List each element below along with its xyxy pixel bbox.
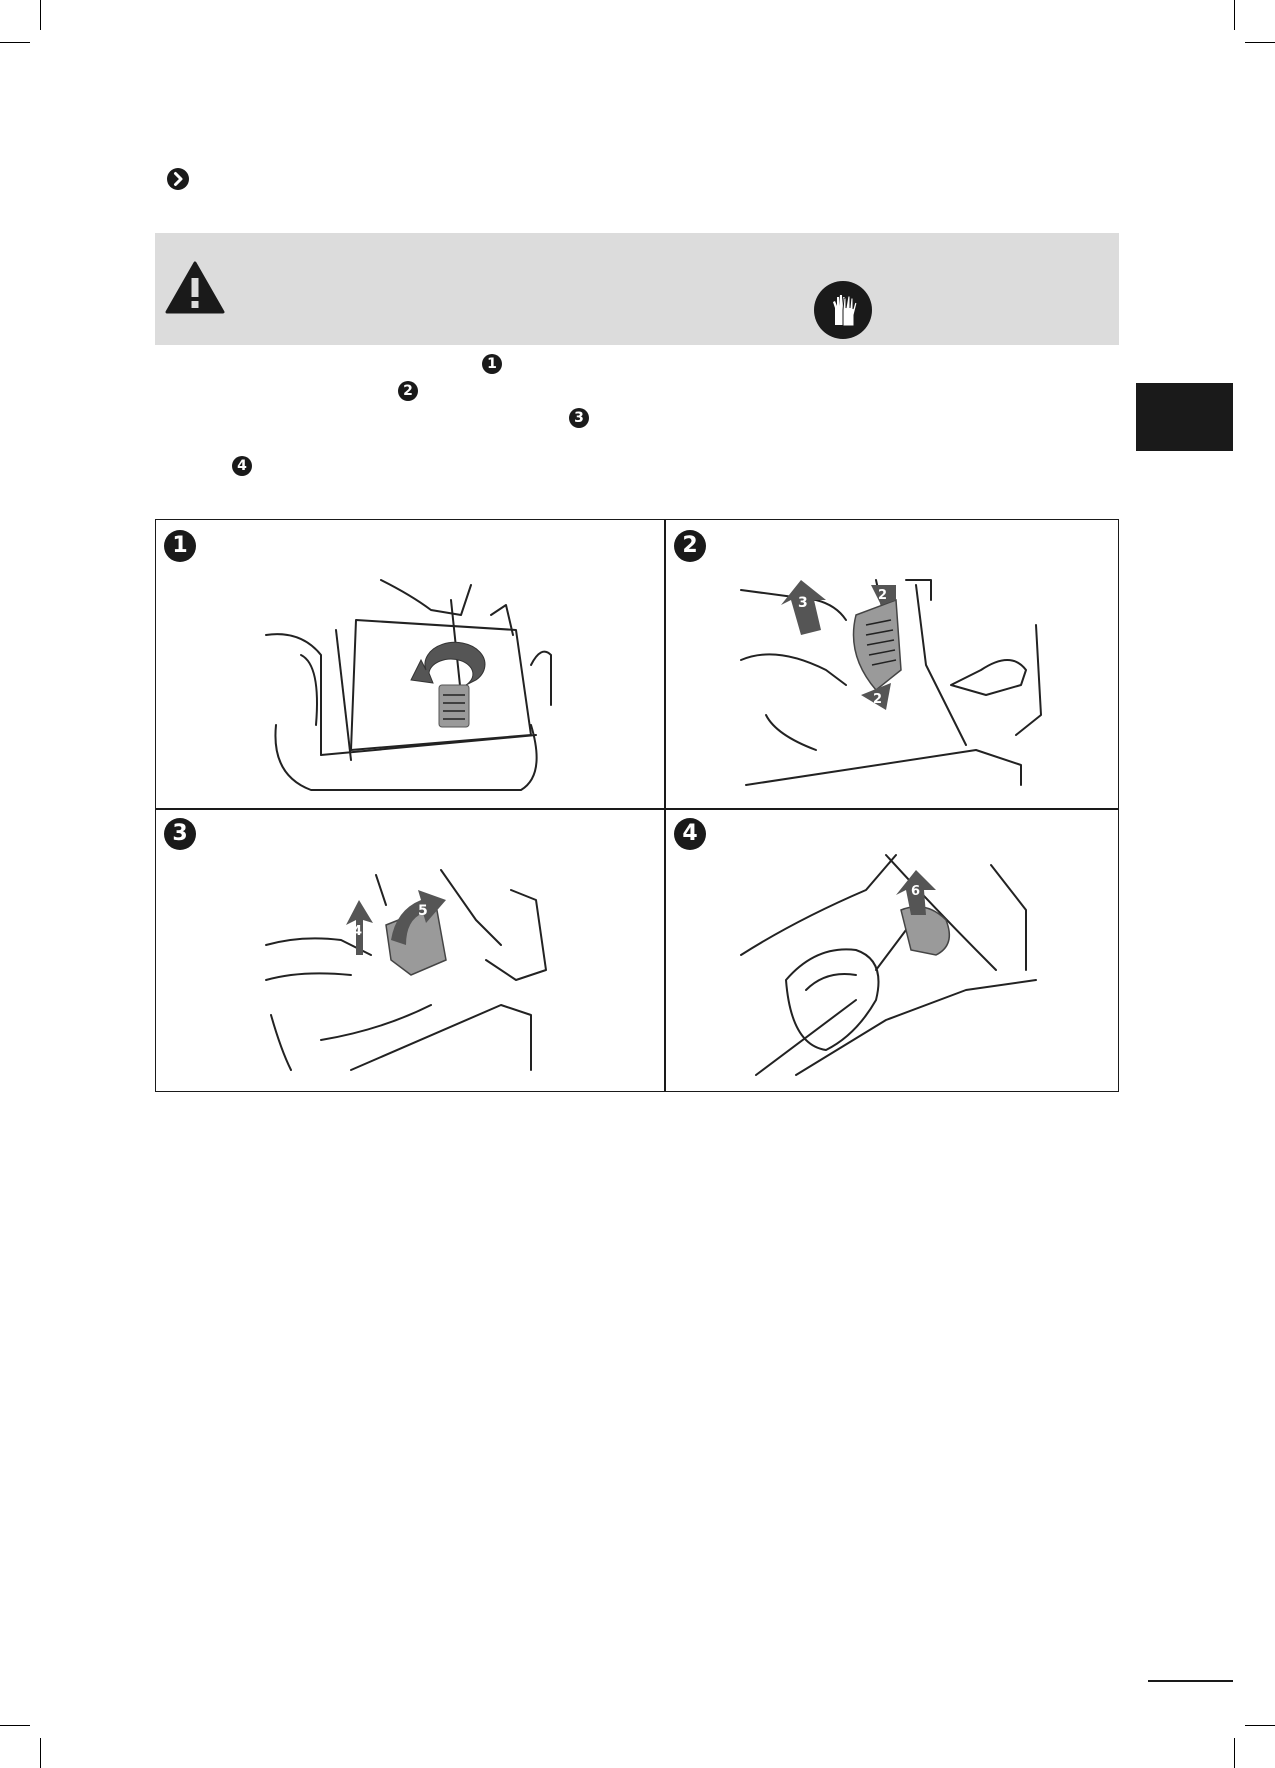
svg-text:2: 2 — [873, 692, 883, 707]
step-ref-badge-2: 2 — [398, 381, 418, 401]
crop-mark — [1234, 0, 1235, 30]
figure-badge-1: 1 — [164, 530, 196, 562]
crop-mark — [1234, 1738, 1235, 1768]
figure-badge-4: 4 — [674, 818, 706, 850]
crop-mark — [40, 1738, 41, 1768]
warning-banner — [155, 233, 1119, 345]
figure-panel-1 — [156, 520, 664, 808]
step-ref-badge-1: 1 — [482, 354, 502, 374]
step-ref-badge-3: 3 — [569, 408, 589, 428]
chapter-tab — [1136, 383, 1233, 451]
figure-panel-3 — [156, 810, 664, 1093]
crop-mark — [0, 42, 30, 43]
warning-triangle-icon — [165, 261, 225, 315]
arrow-rotate — [411, 642, 485, 685]
illustration-remove-filter — [736, 850, 1056, 1080]
svg-text:6: 6 — [911, 884, 921, 899]
figure-grid — [155, 519, 1119, 1092]
figure-badge-3: 3 — [164, 818, 196, 850]
crop-mark — [0, 1725, 30, 1726]
svg-text:5: 5 — [418, 903, 428, 919]
illustration-release-clip — [261, 865, 561, 1075]
figure-panel-4 — [666, 810, 1120, 1093]
page-footer-rule — [1148, 1680, 1233, 1682]
figure-badge-2: 2 — [674, 530, 706, 562]
figure-panel-2 — [666, 520, 1120, 808]
crop-mark — [40, 0, 41, 30]
svg-text:4: 4 — [353, 924, 363, 939]
step-ref-badge-4: 4 — [232, 456, 252, 476]
arrow-label: 1 — [461, 668, 471, 684]
illustration-robot-open-lid — [261, 575, 561, 795]
crop-mark — [1245, 1725, 1275, 1726]
svg-text:2: 2 — [878, 588, 888, 603]
svg-text:3: 3 — [798, 595, 808, 611]
chevron-right-circle-icon — [166, 167, 190, 191]
crop-mark — [1245, 42, 1275, 43]
illustration-remove-filter-cover — [736, 575, 1056, 795]
gloves-icon — [813, 280, 873, 340]
